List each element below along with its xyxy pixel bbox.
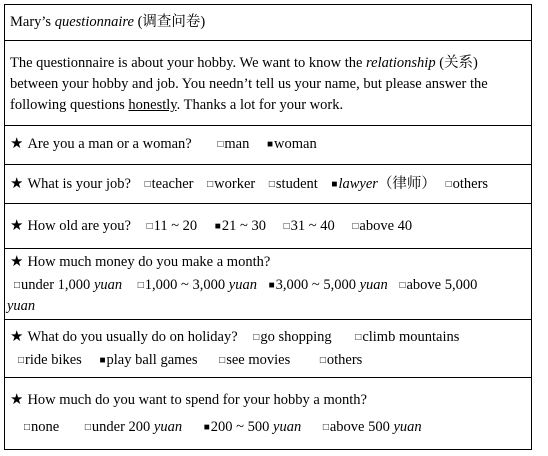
intro-text-3: . Thanks a lot for your work. (176, 97, 344, 114)
q6-option-above-500[interactable]: □above 500 yuan (322, 418, 422, 435)
q1-option-woman[interactable]: ■woman (267, 136, 317, 153)
checkbox-icon: □ (319, 354, 326, 366)
star-icon: ★ (10, 175, 24, 192)
question-5-row (5, 320, 532, 378)
question-1-text: Are you a man or a woman? (27, 136, 192, 153)
star-icon: ★ (10, 391, 24, 408)
intro-relationship: relationship (366, 55, 436, 72)
title-row (5, 5, 532, 41)
intro-text-2: between your hobby and job. You needn’t tell us your name, but please answer the following questions (10, 76, 488, 114)
checkbox-icon: □ (18, 354, 25, 366)
checkbox-checked-icon: ■ (331, 178, 338, 190)
question-1 (5, 126, 532, 165)
checkbox-icon: □ (322, 421, 329, 433)
question-3-text: How old are you? (27, 217, 131, 234)
intro-relationship-cn: (关系) (435, 55, 478, 72)
q2-option-others[interactable]: □others (445, 175, 489, 192)
checkbox-checked-icon: ■ (203, 421, 210, 433)
question-2-text: What is your job? (27, 175, 131, 192)
checkbox-icon: □ (217, 139, 224, 151)
q5-option-see-movies[interactable]: □see movies (219, 351, 291, 368)
title-word: questionnaire (54, 14, 134, 31)
checkbox-icon: □ (14, 279, 21, 291)
q2-option-worker[interactable]: □worker (207, 175, 256, 192)
intro-row (5, 41, 532, 126)
q6-option-none[interactable]: □none (24, 418, 60, 435)
q4-option-1000-3000[interactable]: □1,000 ~ 3,000 yuan (137, 276, 257, 293)
q5-option-climb-mountains[interactable]: □climb mountains (355, 328, 460, 345)
q5-option-others[interactable]: □others (319, 351, 363, 368)
star-icon: ★ (10, 136, 24, 153)
checkbox-icon: □ (268, 178, 275, 190)
checkbox-icon: □ (352, 220, 359, 232)
checkbox-icon: □ (207, 178, 214, 190)
title-name: Mary’s (10, 14, 55, 31)
star-icon: ★ (10, 217, 24, 234)
q4-option-under-1000[interactable]: □under 1,000 yuan (14, 276, 123, 293)
checkbox-checked-icon: ■ (268, 279, 275, 291)
question-5 (5, 320, 532, 378)
checkbox-checked-icon: ■ (267, 139, 274, 151)
question-4 (5, 249, 532, 320)
question-6 (5, 378, 532, 450)
q4-option-3000-5000[interactable]: ■3,000 ~ 5,000 yuan (268, 276, 388, 293)
intro-text-1: The questionnaire is about your hobby. We want to know the (10, 55, 367, 72)
title-cell (5, 5, 532, 41)
star-icon: ★ (10, 253, 24, 270)
q2-option-teacher[interactable]: □teacher (144, 175, 194, 192)
checkbox-icon: □ (137, 279, 144, 291)
checkbox-icon: □ (355, 331, 362, 343)
question-5-text: What do you usually do on holiday? (27, 328, 238, 345)
star-icon: ★ (10, 328, 24, 345)
question-6-row (5, 378, 532, 450)
question-2-row (5, 164, 532, 204)
question-4-row (5, 249, 532, 320)
checkbox-icon: □ (144, 178, 151, 190)
checkbox-icon: □ (253, 331, 260, 343)
question-6-text: How much do you want to spend for your hobby a month? (27, 391, 367, 408)
q6-option-under-200[interactable]: □under 200 yuan (84, 418, 183, 435)
q5-option-ride-bikes[interactable]: □ride bikes (18, 351, 82, 368)
checkbox-checked-icon: ■ (99, 354, 106, 366)
question-3 (5, 204, 532, 249)
q2-option-student[interactable]: □student (268, 175, 318, 192)
question-3-row (5, 204, 532, 249)
q6-option-200-500[interactable]: ■200 ~ 500 yuan (203, 418, 302, 435)
q4-unit-wrap: yuan (7, 297, 36, 314)
checkbox-icon: □ (24, 421, 31, 433)
q4-option-above-5000[interactable]: □above 5,000 (399, 276, 478, 293)
question-1-row (5, 126, 532, 165)
q1-option-man[interactable]: □man (217, 136, 250, 153)
checkbox-icon: □ (219, 354, 226, 366)
q3-option-11-20[interactable]: □11 ~ 20 (146, 217, 198, 234)
q3-option-above-40[interactable]: □above 40 (352, 217, 413, 234)
question-2 (5, 164, 532, 204)
q3-option-21-30[interactable]: ■21 ~ 30 (214, 217, 266, 234)
checkbox-icon: □ (399, 279, 406, 291)
title-chinese: (调查问卷) (133, 14, 206, 31)
questionnaire-table (4, 4, 532, 450)
question-4-text: How much money do you make a month? (27, 253, 271, 270)
checkbox-icon: □ (146, 220, 153, 232)
checkbox-icon: □ (283, 220, 290, 232)
q5-option-go-shopping[interactable]: □go shopping (253, 328, 332, 345)
q2-option-lawyer[interactable]: ■lawyer（律师） (331, 175, 436, 192)
intro-paragraph (5, 41, 532, 126)
checkbox-checked-icon: ■ (214, 220, 221, 232)
q3-option-31-40[interactable]: □31 ~ 40 (283, 217, 335, 234)
checkbox-icon: □ (84, 421, 91, 433)
q5-option-play-ball-games[interactable]: ■play ball games (99, 351, 198, 368)
checkbox-icon: □ (445, 178, 452, 190)
intro-honestly: honestly (128, 97, 177, 114)
